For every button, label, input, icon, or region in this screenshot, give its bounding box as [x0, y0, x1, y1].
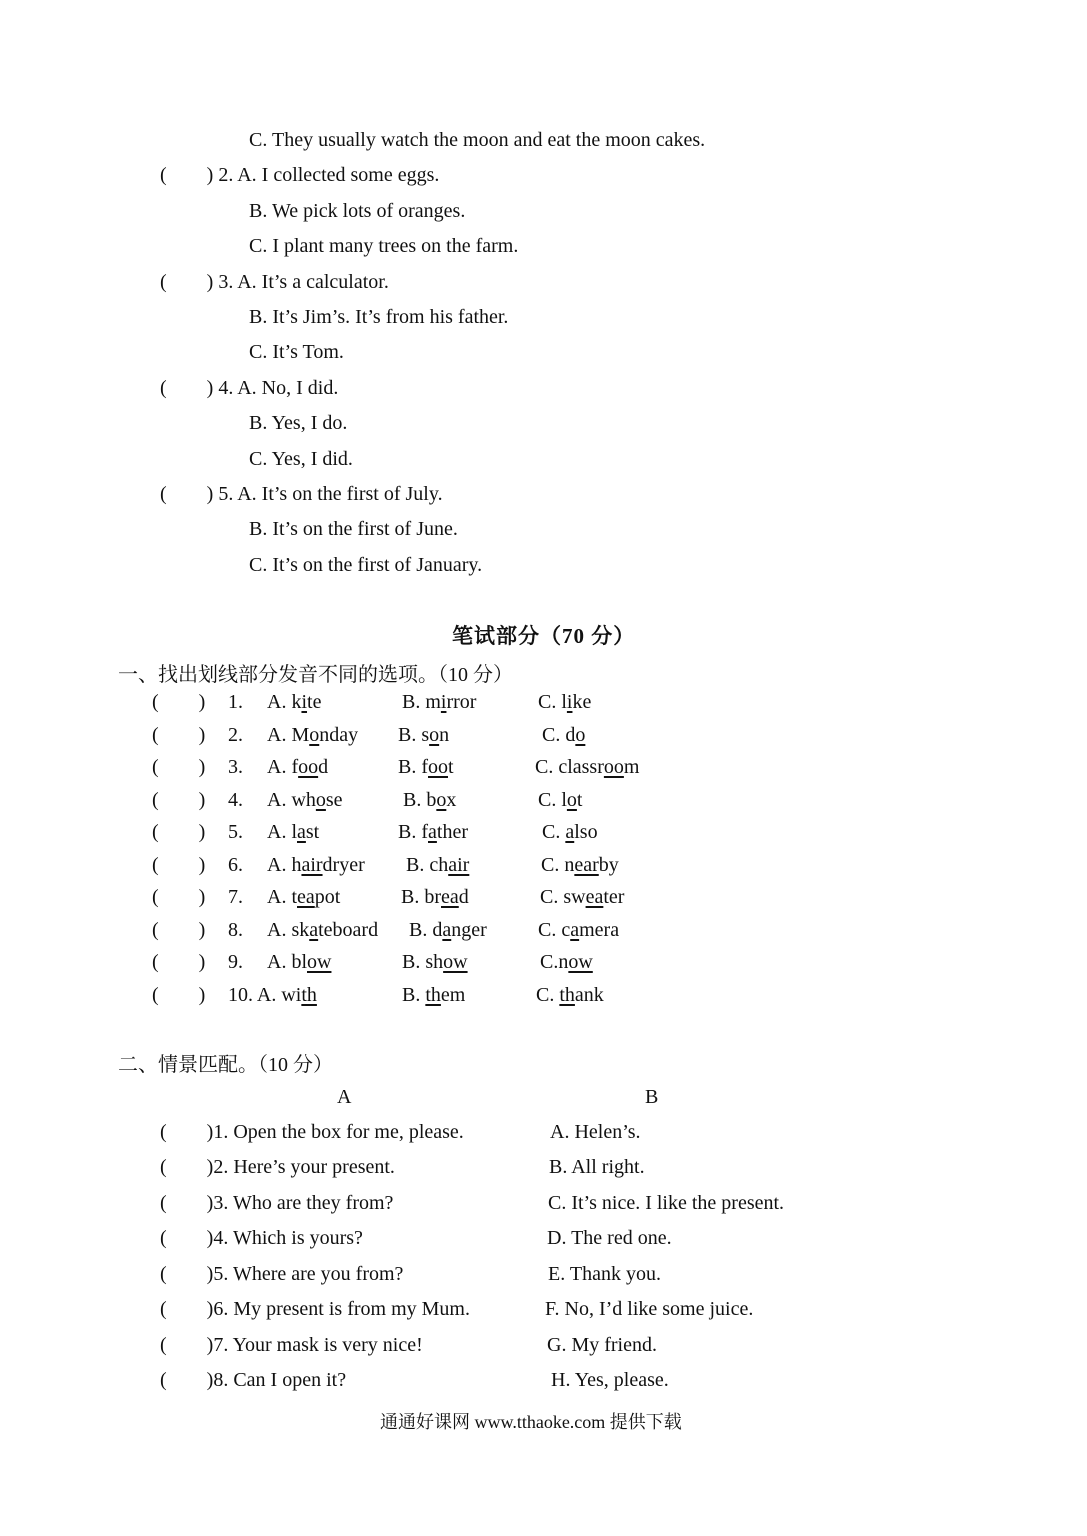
question-4: ( ) 4. A. No, I did.	[160, 377, 339, 399]
item-number: 8.	[228, 919, 243, 941]
option-3c: C. It’s Tom.	[249, 341, 344, 363]
option-5c: C. It’s on the first of January.	[249, 554, 483, 576]
option-b: B. mirror	[402, 691, 477, 713]
option-b: B. chair	[406, 854, 470, 876]
item-number: 6.	[228, 854, 243, 876]
match-answer: G. My friend.	[547, 1334, 657, 1356]
option-a: A. kite	[267, 691, 322, 713]
option-a: A. skateboard	[267, 919, 379, 941]
section1-heading: 一、找出划线部分发音不同的选项。（10 分）	[118, 664, 513, 686]
option-a: th	[301, 984, 317, 1006]
item-number: 9.	[228, 951, 243, 973]
option-b: B. son	[398, 724, 450, 746]
section2-heading: 二、情景匹配。（10 分）	[118, 1054, 333, 1076]
option-3b: B. It’s Jim’s. It’s from his father.	[249, 306, 509, 328]
option-c: C. lot	[538, 789, 583, 811]
match-question: ( )6. My present is from my Mum.	[160, 1298, 470, 1320]
answer-bracket: ( )	[152, 691, 206, 713]
answer-bracket: ( )	[152, 886, 206, 908]
option-b: B. bread	[401, 886, 469, 908]
option-c: C. camera	[538, 919, 620, 941]
option-b: B. them	[402, 984, 466, 1006]
item-number: 1.	[228, 691, 243, 713]
option-a: A. teapot	[267, 886, 341, 908]
match-question: ( )4. Which is yours?	[160, 1227, 363, 1249]
option-c: C. like	[538, 691, 592, 713]
match-answer: B. All right.	[549, 1156, 645, 1178]
option-c: C.now	[540, 951, 593, 973]
option-4b: B. Yes, I do.	[249, 412, 348, 434]
match-answer: C. It’s nice. I like the present.	[548, 1192, 785, 1214]
option-b: B. foot	[398, 756, 454, 778]
question-3: ( ) 3. A. It’s a calculator.	[160, 271, 389, 293]
option-b: B. danger	[409, 919, 487, 941]
option-4c: C. Yes, I did.	[249, 448, 353, 470]
option-a: A. whose	[267, 789, 343, 811]
match-question: ( )5. Where are you from?	[160, 1263, 404, 1285]
option-c: C. nearby	[541, 854, 619, 876]
option-5b: B. It’s on the first of June.	[249, 518, 458, 540]
match-answer: H. Yes, please.	[551, 1369, 669, 1391]
match-question: ( )8. Can I open it?	[160, 1369, 347, 1391]
option-a: A. blow	[267, 951, 332, 973]
option-c: C. classroom	[535, 756, 640, 778]
option-b: B. show	[402, 951, 468, 973]
item-number: 5.	[228, 821, 243, 843]
option-a: A. Monday	[267, 724, 359, 746]
answer-bracket: ( )	[152, 821, 206, 843]
match-answer: E. Thank you.	[548, 1263, 661, 1285]
answer-bracket: ( )	[152, 951, 206, 973]
item-number: 3.	[228, 756, 243, 778]
option-a: A. food	[267, 756, 329, 778]
question-5: ( ) 5. A. It’s on the first of July.	[160, 483, 443, 505]
answer-bracket: ( )	[152, 854, 206, 876]
option-c: C. do	[542, 724, 586, 746]
match-answer: A. Helen’s.	[550, 1121, 641, 1143]
option-c: C. also	[542, 821, 598, 843]
column-a-label: A	[337, 1086, 352, 1108]
footer-source: 通通好课网 www.tthaoke.com 提供下载	[380, 1412, 682, 1432]
item-number: 2.	[228, 724, 243, 746]
question-2: ( ) 2. A. I collected some eggs.	[160, 164, 440, 186]
match-question: ( )1. Open the box for me, please.	[160, 1121, 464, 1143]
option-b: B. box	[403, 789, 457, 811]
answer-bracket: ( )	[152, 919, 206, 941]
option-2c: C. I plant many trees on the farm.	[249, 235, 519, 257]
column-b-label: B	[645, 1086, 659, 1108]
answer-bracket: ( )	[152, 789, 206, 811]
option-c: C. thank	[536, 984, 604, 1006]
item-number: 10. A. with	[228, 984, 317, 1006]
match-answer: D. The red one.	[547, 1227, 672, 1249]
match-question: ( )3. Who are they from?	[160, 1192, 394, 1214]
option-b: B. father	[398, 821, 468, 843]
item-number: 4.	[228, 789, 243, 811]
match-question: ( )7. Your mask is very nice!	[160, 1334, 423, 1356]
option-1c: C. They usually watch the moon and eat the moon cakes.	[249, 129, 706, 151]
match-answer: F. No, I’d like some juice.	[545, 1298, 754, 1320]
item-number: 7.	[228, 886, 243, 908]
written-part-title: 笔试部分（70 分）	[452, 624, 636, 648]
answer-bracket: ( )	[152, 984, 206, 1006]
match-question: ( )2. Here’s your present.	[160, 1156, 395, 1178]
option-a: A. hairdryer	[267, 854, 365, 876]
option-c: C. sweater	[540, 886, 625, 908]
option-a: A. last	[267, 821, 320, 843]
answer-bracket: ( )	[152, 756, 206, 778]
answer-bracket: ( )	[152, 724, 206, 746]
option-2b: B. We pick lots of oranges.	[249, 200, 466, 222]
